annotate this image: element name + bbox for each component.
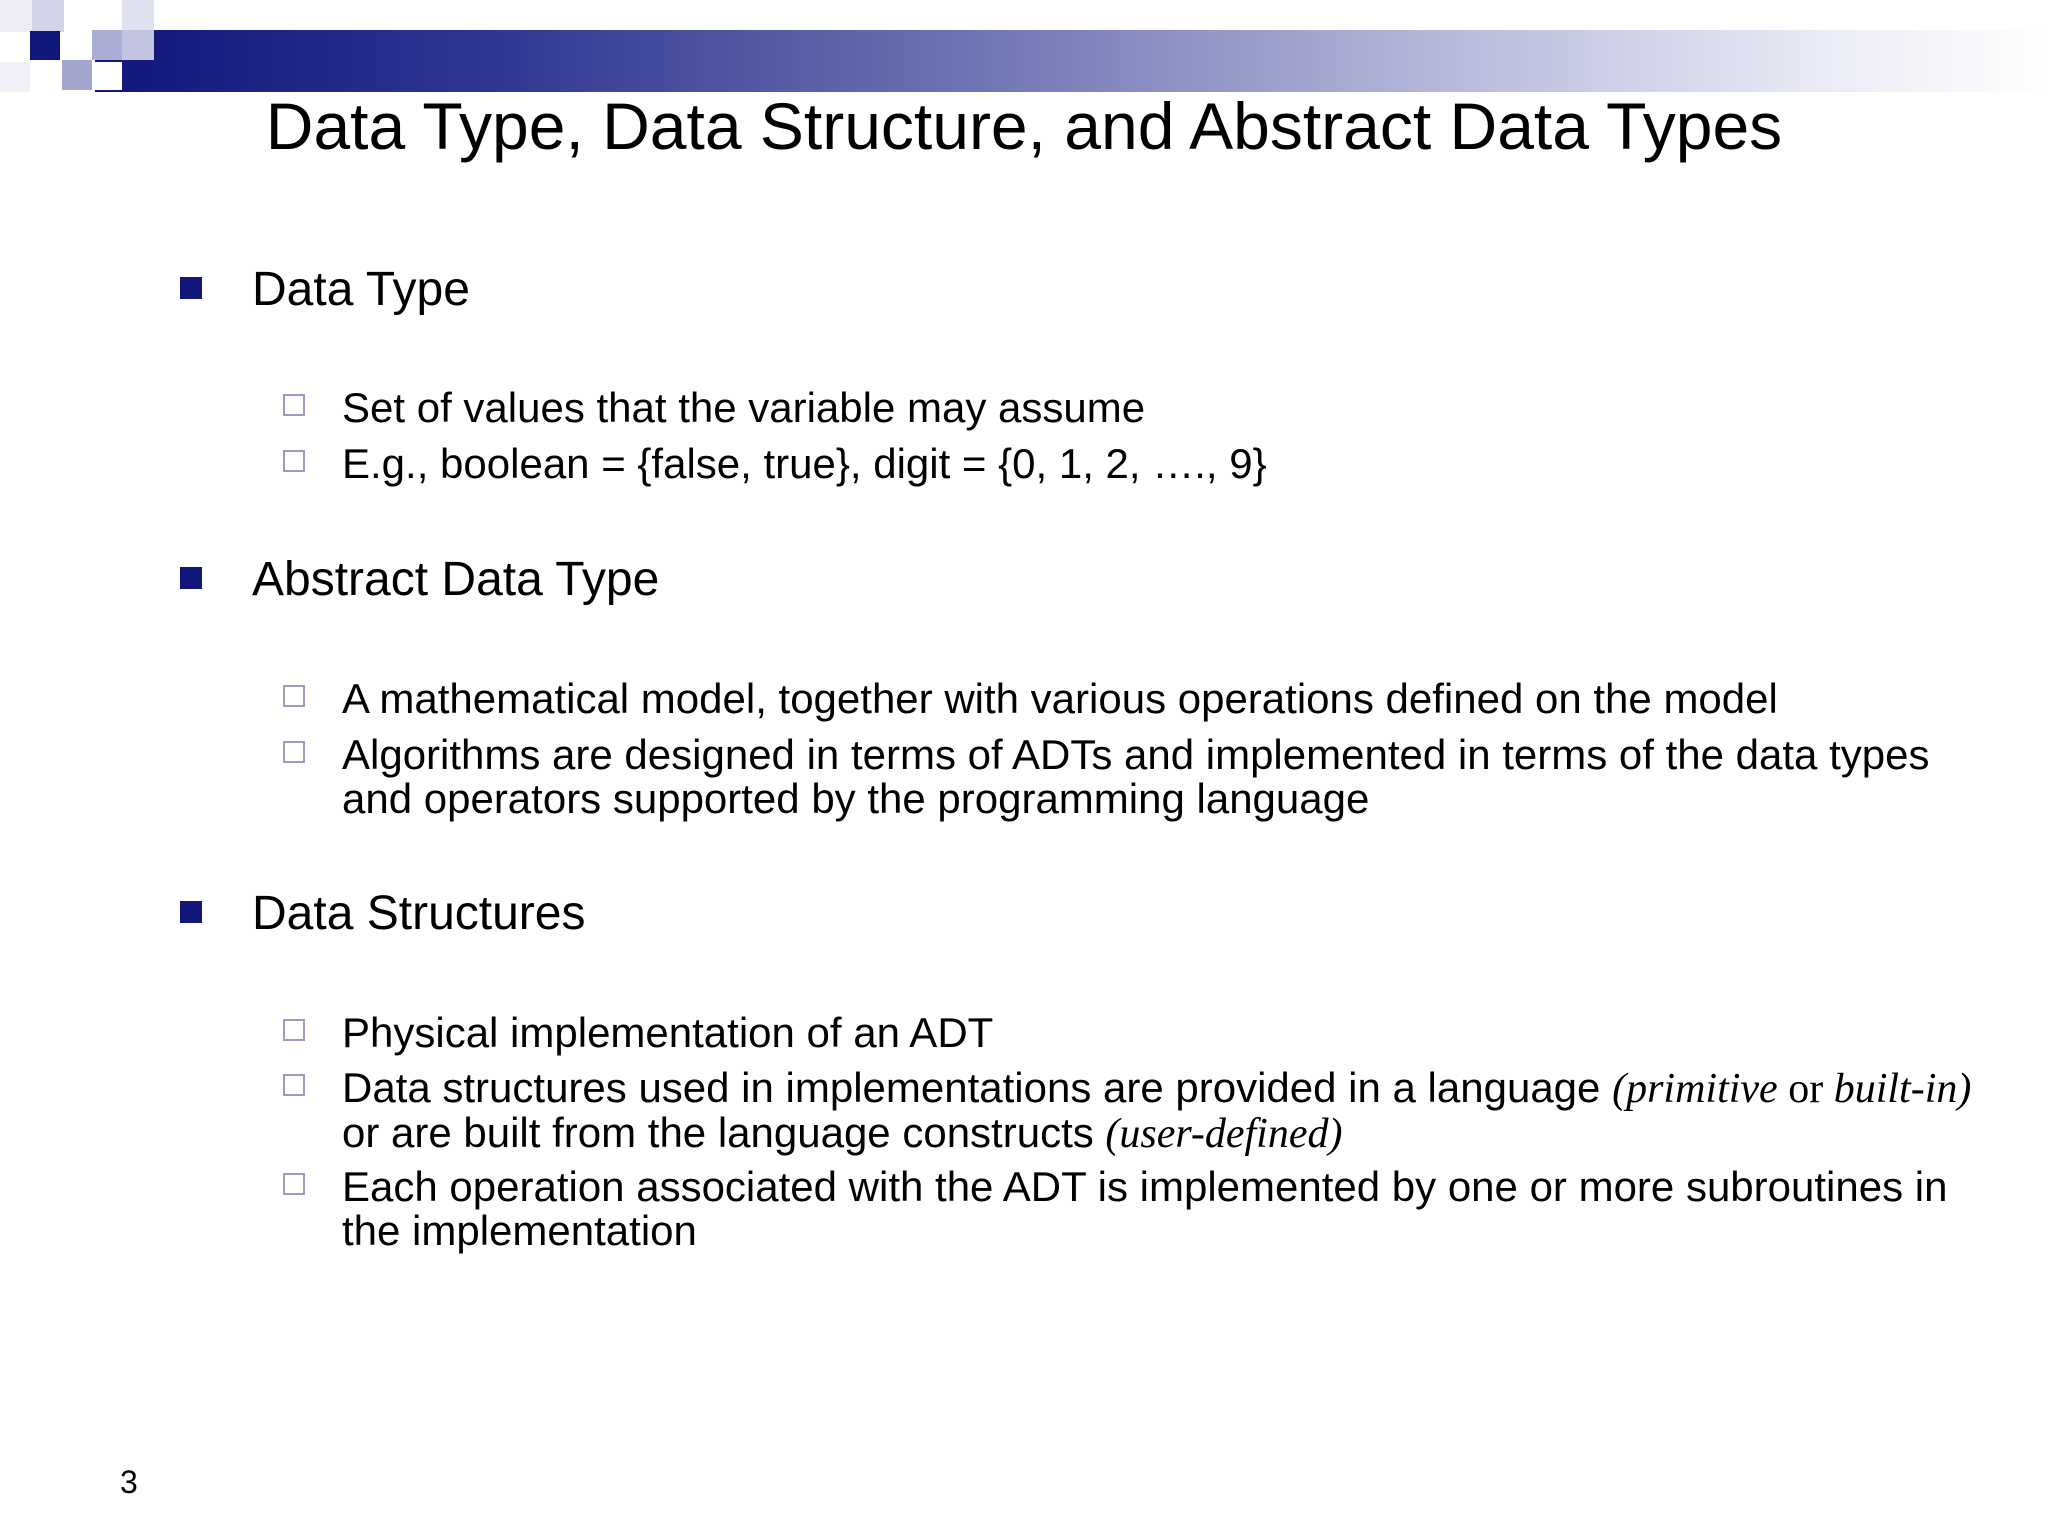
hollow-square-bullet-icon	[283, 450, 305, 472]
hollow-square-bullet-icon	[283, 394, 305, 416]
section-heading-data-structures	[180, 884, 585, 944]
hollow-square-bullet-icon	[283, 1173, 305, 1195]
section-heading-abstract-data-type	[180, 550, 659, 610]
list-item	[283, 1011, 1983, 1055]
header-square	[122, 30, 154, 60]
header-square	[0, 32, 32, 62]
list-item-text: Set of values that the variable may assume	[342, 384, 1146, 431]
list-item-text: E.g., boolean = {false, true}, digit = {0, 1, 2, …., 9}	[342, 440, 1267, 487]
section-heading-data-type	[180, 260, 470, 320]
list-item	[283, 442, 1983, 486]
list-item	[283, 733, 1983, 821]
square-bullet-icon	[180, 901, 202, 923]
text-segment: or are built from the language constructs	[342, 1109, 1106, 1156]
list-item-text: Physical implementation of an ADT	[342, 1009, 994, 1056]
hollow-square-bullet-icon	[283, 1019, 305, 1041]
slide-title: Data Type, Data Structure, and Abstract Data Types	[265, 89, 1783, 163]
header-square	[92, 30, 122, 60]
italic-text-primitive: (primitive	[1612, 1066, 1778, 1112]
italic-text-user-defined: (user-defined)	[1105, 1111, 1343, 1157]
italic-text-built-in: built-in)	[1833, 1066, 1972, 1112]
header-square	[30, 31, 60, 60]
section-heading-text: Abstract Data Type	[252, 553, 660, 606]
hollow-square-bullet-icon	[283, 685, 305, 707]
header-square	[122, 0, 154, 32]
list-item-text	[342, 1066, 1983, 1156]
square-bullet-icon	[180, 567, 202, 589]
list-item-text: Algorithms are designed in terms of ADTs and implemented in terms of the data types and operators supported by the programming language	[342, 731, 1930, 822]
hollow-square-bullet-icon	[283, 1074, 305, 1096]
list-item	[283, 677, 1983, 721]
list-item	[283, 386, 1983, 430]
hollow-square-bullet-icon	[283, 741, 305, 763]
text-segment-or: or	[1777, 1066, 1834, 1112]
square-bullet-icon	[180, 277, 202, 299]
header-square	[32, 0, 64, 32]
header-square	[0, 0, 32, 32]
list-item	[283, 1066, 1983, 1156]
list-item	[283, 1165, 1983, 1253]
text-segment: Data structures used in implementations are provided in a language	[342, 1064, 1613, 1111]
slide-number: 3	[120, 1464, 138, 1500]
section-heading-text: Data Type	[252, 263, 470, 316]
list-item-text: Each operation associated with the ADT is implemented by one or more subroutines in the implementation	[342, 1163, 1948, 1254]
list-item-text: A mathematical model, together with various operations defined on the model	[342, 675, 1778, 722]
section-heading-text: Data Structures	[252, 887, 586, 940]
